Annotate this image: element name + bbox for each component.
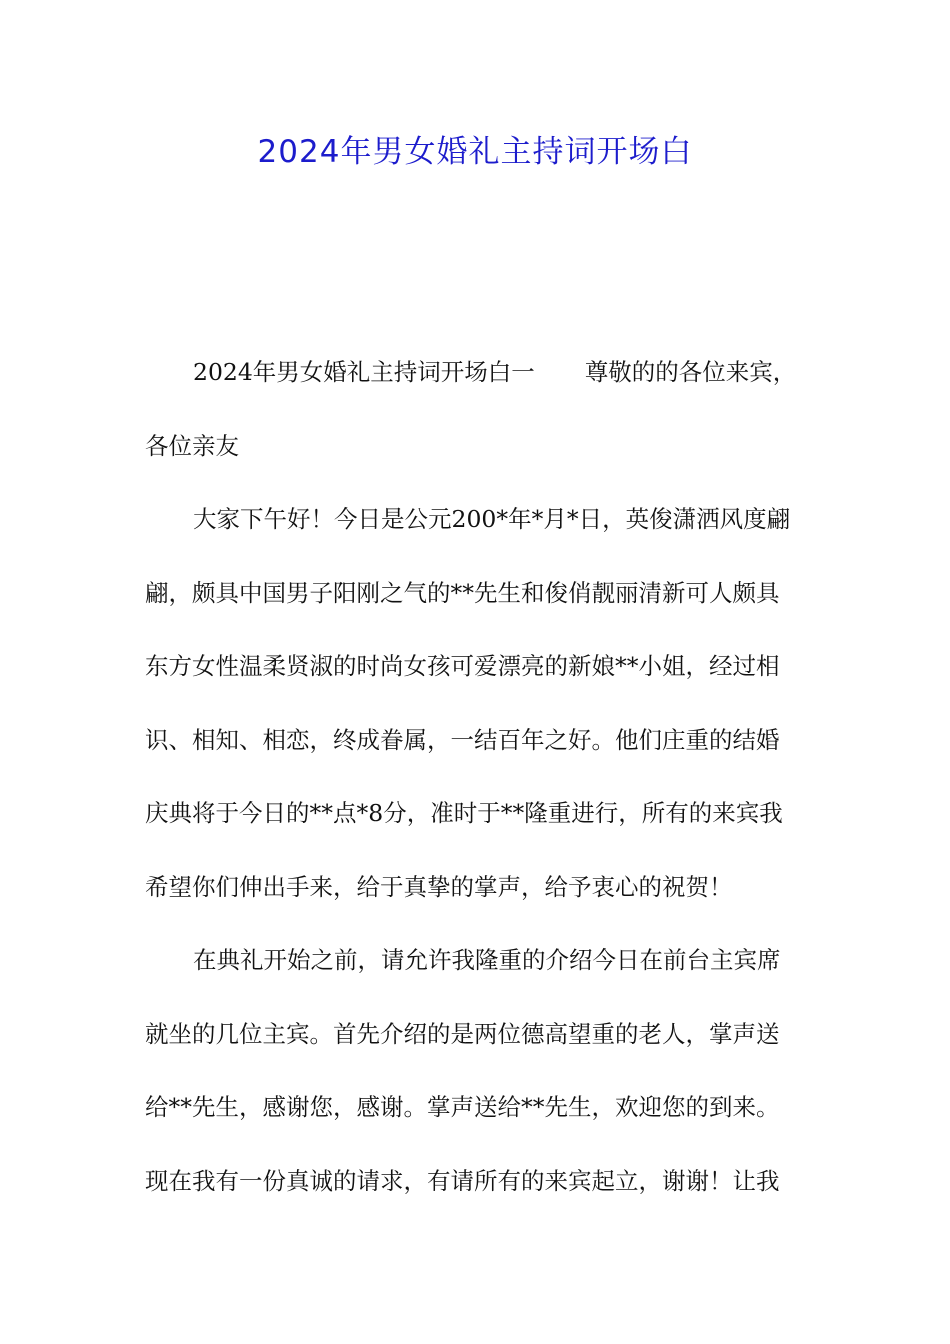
paragraph-line: 各位亲友 [145,431,239,460]
paragraph-line: 大家下午好！今日是公元200*年*月*日，英俊潇洒风度翩 [193,505,791,533]
paragraph-line: 翩，颇具中国男子阳刚之气的**先生和俊俏靓丽清新可人颇具 [145,578,780,607]
paragraph-line: 现在我有一份真诚的请求，有请所有的来宾起立，谢谢！让我 [145,1166,780,1195]
paragraph-line [145,336,809,410]
paragraph-line: 庆典将于今日的**点*8分，准时于**隆重进行，所有的来宾我 [145,799,783,827]
paragraph-line: 给**先生，感谢您，感谢。掌声送给**先生，欢迎您的到来。 [145,1093,780,1121]
document-body [145,336,809,1218]
paragraph-line: 希望你们伸出手来，给于真挚的掌声，给予衷心的祝贺！ [145,872,733,901]
greeting-text: 尊敬的的各位来宾， [584,358,797,386]
paragraph-line: 东方女性温柔贤淑的时尚女孩可爱漂亮的新娘**小姐，经过相 [145,652,780,680]
paragraph-line: 在典礼开始之前，请允许我隆重的介绍今日在前台主宾席 [193,946,781,974]
document-title: 2024年男女婚礼主持词开场白 [257,134,693,170]
paragraph-line: 识、相知、相恋，终成眷属，一结百年之好。他们庄重的结婚 [145,725,780,754]
intro-text: 2024年男女婚礼主持词开场白一 [193,358,535,386]
paragraph-line: 就坐的几位主宾。首先介绍的是两位德高望重的老人，掌声送 [145,1019,780,1048]
